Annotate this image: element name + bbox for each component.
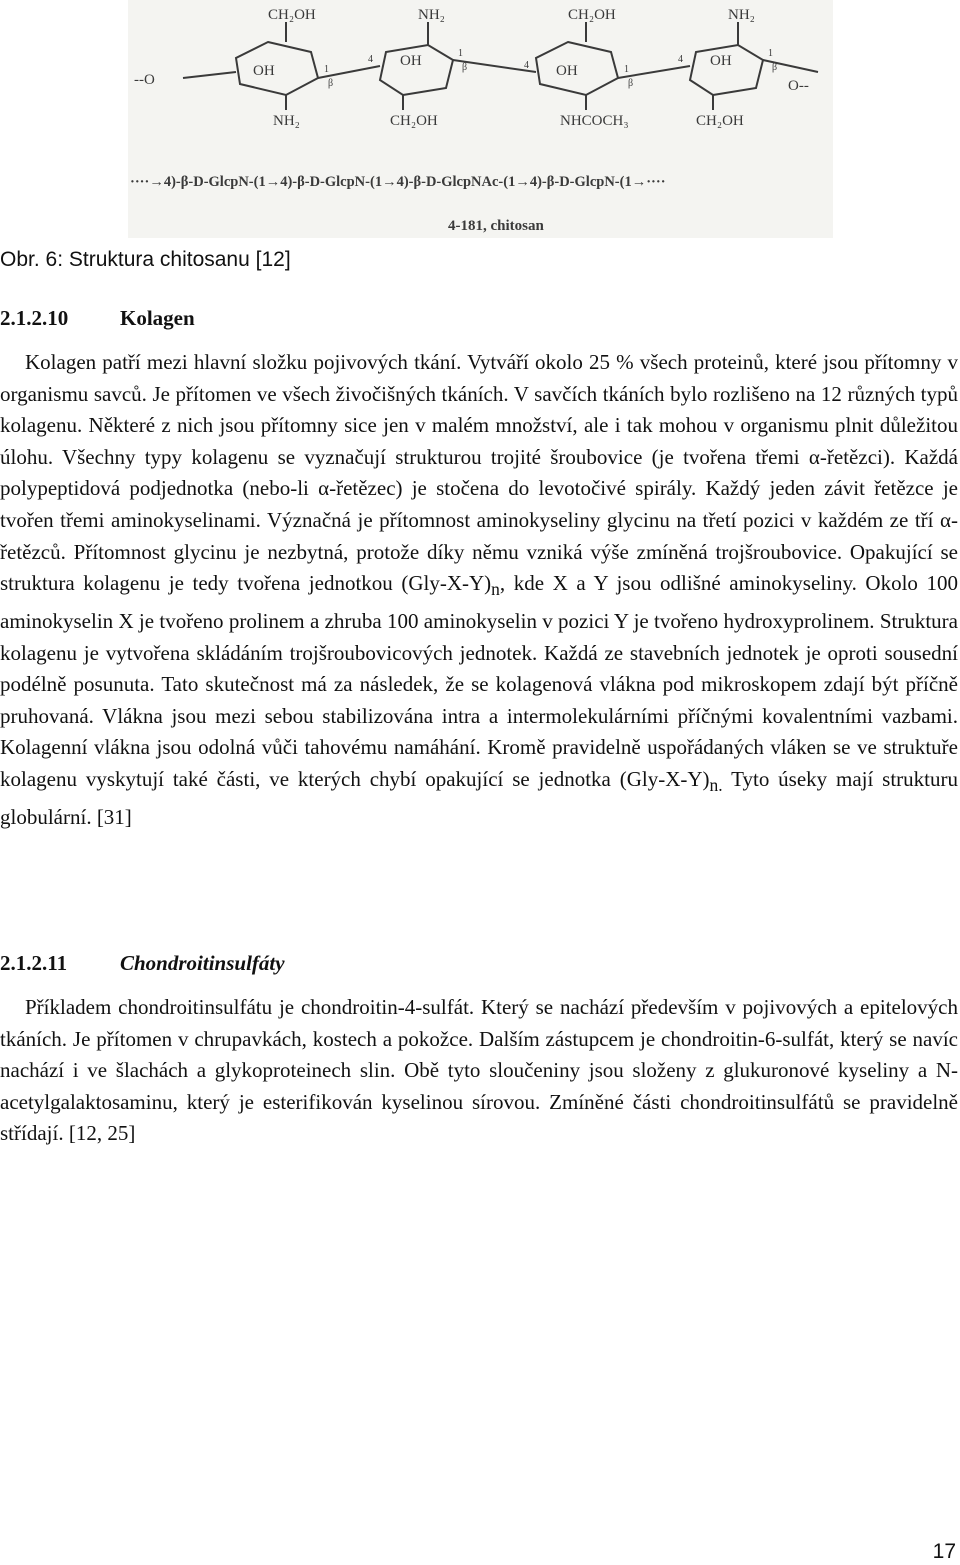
linkage-number-3: 1 [458, 48, 463, 59]
chitosan-structure-figure [128, 0, 833, 238]
chitosan-structure-diagram [128, 0, 833, 238]
linkage-number-5: 1 [624, 64, 629, 75]
top-label-3: CH₂OH [568, 7, 616, 23]
linkage-number-1: 1 [324, 64, 329, 75]
ring-label-3: OH [556, 63, 578, 79]
top-label-1: CH₂OH [268, 7, 316, 23]
kolagen-text-end: Tyto úseky mají strukturu globulární. [31] [0, 766, 959, 829]
kolagen-paragraph [0, 347, 958, 833]
top-label-4: NH₂ [728, 7, 755, 23]
chondroitin-paragraph [0, 992, 958, 1150]
kolagen-text-cont: , kde X a Y jsou odlišné aminokyseliny. Okolo 100 aminokyselin X je tvořeno prolinem a zhruba 100 aminokyselin v pozici Y je tvořeno hydroxyprolinem. Struktura kolagenu je vytvořena skládáním trojšroubovicových jednotek. Každá ze stavebních jednotek je oproti sousední podélně posunuta. Tato skutečnost má za následek, že se kolagenová vlákna pod mikroskopem zdají být příčně pruhovaná. Vlákna jsou mezi sebou stabilizována intra a intermolekulárními příčnými kovalentními vazbami. Kolagenní vlákna jsou odolná vůči tahovému namáhání. Kromě pravidelně uspořádaných vláken se ve struktuře kolagenu vyskytují také části, ve kterých chybí opakující se jednotka (Gly-X-Y) [0, 571, 958, 791]
section-heading-chondroitinsulfaty [0, 951, 285, 976]
subscript-n: n [491, 579, 500, 600]
end-left-label: --O [134, 72, 155, 88]
bottom-label-1: NH₂ [273, 113, 300, 129]
figure-caption: Obr. 6: Struktura chitosanu [12] [0, 248, 291, 271]
ring-1 [236, 42, 318, 95]
linkage-number-4: 4 [524, 60, 529, 71]
ring-label-2: OH [400, 53, 422, 69]
subscript-n-2: n. [709, 775, 723, 796]
ring-label-1: OH [253, 63, 275, 79]
linkage-number-7: 1 [768, 48, 773, 59]
top-label-2: NH₂ [418, 7, 445, 23]
beta-label-3: β [628, 78, 634, 89]
beta-label-1: β [328, 78, 334, 89]
section-heading-kolagen [0, 306, 195, 331]
linkage-number-2: 4 [368, 54, 373, 65]
ring-label-4: OH [710, 53, 732, 69]
section-number: 2.1.2.10 [0, 306, 69, 330]
section-title: Kolagen [120, 306, 195, 330]
figure-label: 4-181, chitosan [448, 218, 544, 234]
section-number: 2.1.2.11 [0, 951, 68, 975]
bottom-label-2: CH₂OH [390, 113, 438, 129]
bottom-label-3: NHCOCH₃ [560, 113, 629, 129]
chondroitin-text: Příkladem chondroitinsulfátu je chondroitin-4-sulfát. Který se nachází především v pojivových a epitelových tkáních. Je přítomen v chrupavkách, kostech a pokožce. Dalším zástupcem je chondroitin-6-sulfát, který se navíc nachází i ve šlachách a glykoproteinech slin. Obě tyto sloučeniny jsou složeny z glukuronové kyseliny a N-acetylgalaktosaminu, který je esterifikován kyselinou sírovou. Zmíněné části chondroitinsulfátů se pravidelně střídají. [12, 25] [0, 995, 958, 1146]
section-title: Chondroitinsulfáty [120, 951, 285, 975]
end-right-label: O-- [788, 78, 809, 94]
page-number: 17 [932, 1540, 956, 1563]
beta-label-2: β [462, 62, 468, 73]
sequence-text: ····→4)-β-D-GlcpN-(1→4)-β-D-GlcpN-(1→4)-β-D-GlcpNAc-(1→4)-β-D-GlcpN-(1→···· [130, 174, 666, 190]
kolagen-text: Kolagen patří mezi hlavní složku pojivových tkání. Vytváří okolo 25 % všech proteinů, které jsou přítomny v organismu savců. Je přítomen ve všech živočišných tkáních. V savčích tkáních bylo rozlišeno na 12 různých typů kolagenu. Některé z nich jsou přítomny sice jen v malém množství, ale i tak mohou v organismu plnit důležitou úlohu. Všechny typy kolagenu se vyznačují strukturou trojité šroubovice (je tvořena třemi α-řetězci). Každá polypeptidová podjednotka (nebo-li α-řetězec) je stočena do levotočivé spirály. Každý jeden závit řetězce je tvořen třemi aminokyselinami. Význačná je přítomnost aminokyseliny glycinu na třetí pozici v každém ze tří α-řetězců. Přítomnost glycinu je nezbytná, protože díky němu vzniká výše zmíněná trojšroubovice. Opakující se struktura kolagenu je tedy tvořena jednotkou (Gly-X-Y) [0, 350, 958, 596]
bottom-label-4: CH₂OH [696, 113, 744, 129]
beta-label-4: β [772, 62, 778, 73]
linkage-number-6: 4 [678, 54, 683, 65]
